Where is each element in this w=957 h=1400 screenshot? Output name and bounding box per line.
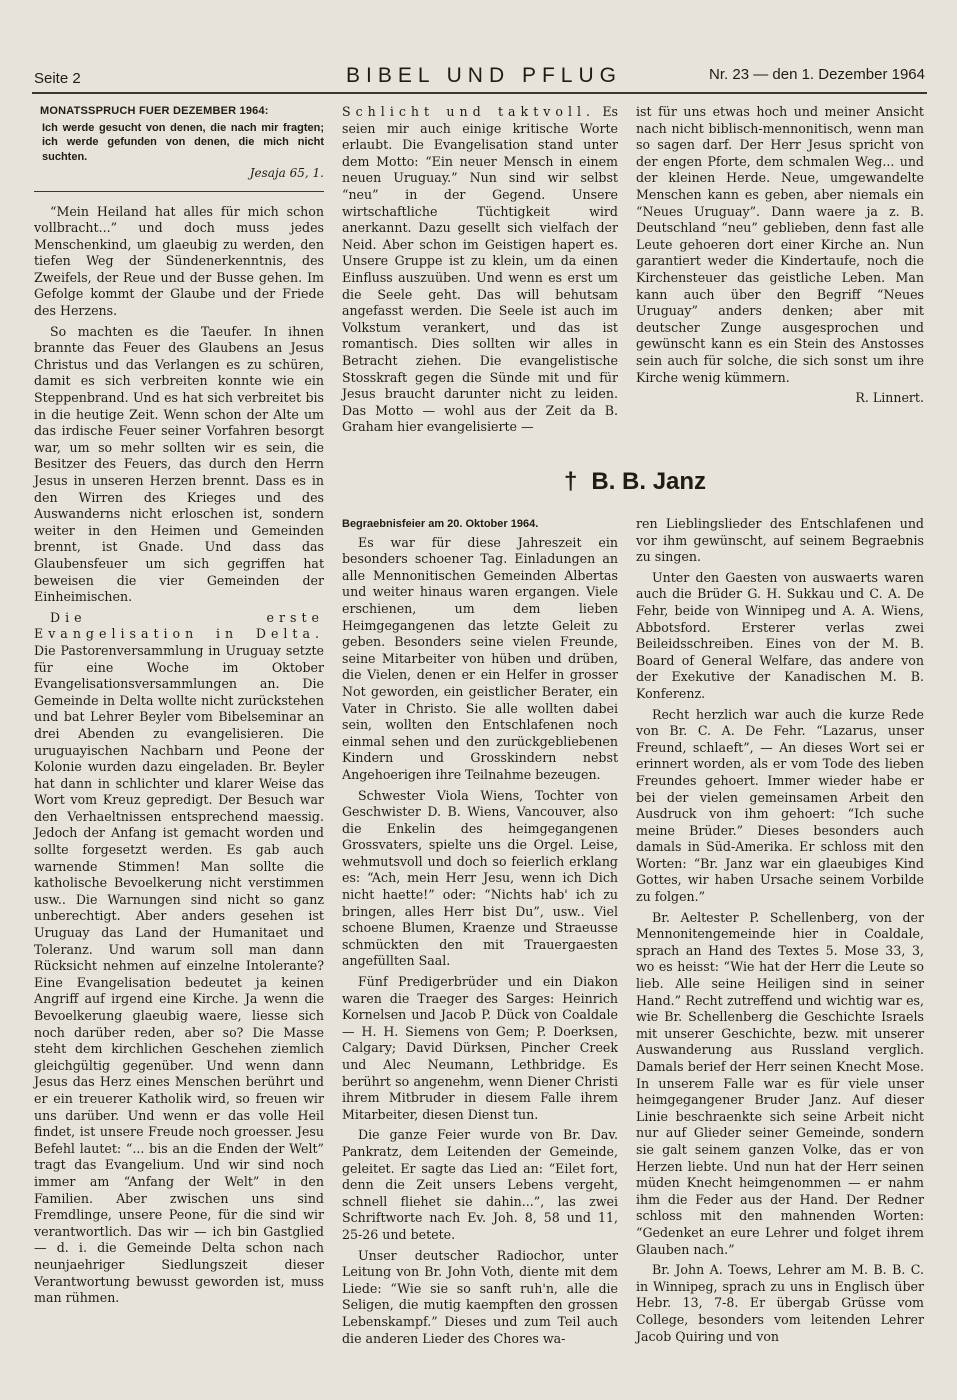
paragraph-lead: Schlicht und taktvoll.: [342, 104, 596, 119]
paragraph: Br. John A. Toews, Lehrer am M. B. B. C. in Winnipeg, sprach zu uns in Englisch über Hebr. 13, 7-8. Er übergab Grüsse vom College, besonders vom leitenden Lehrer Jacob Quiring und von: [636, 1262, 924, 1344]
paragraph: Die ganze Feier wurde von Br. Dav. Pankratz, dem Leitenden der Gemeinde, geleitet. Er sagte das Lied an: “Eilet fort, denn die Zeit unsers Lebens vergeht, schnell fliehet sie dahin...”, las zwei Schriftworte nach Ev. Joh. 8, 58 und 11, 25-26 und betete.: [342, 1127, 618, 1242]
paragraph-lead: Die erste Evangelisation in Delta.: [34, 609, 324, 642]
paragraph: Unter den Gaesten von auswaerts waren auch die Brüder G. H. Sukkau und C. A. De Fehr, beide von Winnipeg und A. A. Wiens, Abbotsford. Ersterer verlas zwei Beileidsschreiben. Eines von der M. B. Board of General Welfare, das andere von der Exekutive der Kanadischen M. B. Konferenz.: [636, 569, 924, 701]
motto-title: MONATSSPRUCH FUER DEZEMBER 1964:: [40, 105, 269, 117]
paragraph-text: Es seien mir auch einige kritische Worte erlaubt. Die Evangelisation stand unter dem Motto: “Ein neuer Mensch in einem neuen Uruguay.” Nun sind wir selbst “neu” in der Gegend. Unsere wirtschaftliche Tüchtigkeit wird anerkannt. Dazu gesellt sich vielfach der Neid. Aber schon im Geistigen hapert es. Unsere Gruppe ist zu klein, um da einen Einfluss auszuüben. Und wenn es erst um die Seele geht. Das will behutsam angefasst werden. Die Seele ist auch im Volkstum verankert, und das ist romantisch. Dies sollten wir alles in Betracht ziehen. Die evangelistische Stosskraft gegen die Sünde mit und für Jesus braucht darunter nicht zu leiden. Das Motto — wohl aus der Zeit da B. Graham hier evangelisierte —: [342, 104, 618, 435]
motto-text: Ich werde gesucht von denen, die nach mir fragten; ich werde gefunden von denen, die mich nicht suchten.: [42, 121, 324, 163]
obituary-heading: [342, 468, 924, 508]
monthly-motto: [34, 104, 324, 181]
obituary-column-3: [636, 516, 924, 1349]
paragraph: Es war für diese Jahreszeit ein besonders schoener Tag. Einladungen an alle Mennonitischen Gemeinden Albertas und weiter hinaus waren ergangen. Viele erschienen, um dem lieben Heimgegangenen das letzte Geleit zu geben. Besonders seine vielen Freunde, seine Mitarbeiter von hüben und drüben, die Vielen, denen er ein Helfer in grosser Not geworden, ein geistlicher Berater, ein Vater in Christo. Sie alle wollten dabei sein, wollten den Entschlafenen noch einmal sehen und den zurückgebliebenen Kindern und Grosskindern nebst Angehoerigen ihre Teilnahme bezeugen.: [342, 534, 618, 782]
obituary-subtitle: Begraebnisfeier am 20. Oktober 1964.: [342, 518, 539, 530]
paragraph: ist für uns etwas hoch und meiner Ansicht nach nicht biblisch-mennonitisch, wenn man so sagen darf. Der Herr Jesus spricht von der engen Pforte, dem schmalen Weg... und der kleinen Herde. Neue, umgewandelte Menschen kann es geben, aber niemals ein “Neues Uruguay”. Dann waere ja z. B. Deutschland “neu” geblieben, denn fast alle Leute gehoeren dort einer Kirche an. Nun garantiert weder die Kindertaufe, noch die Kirchensteuer das geistliche Leben. Man kann auch über den Begriff “Neues Uruguay” anders denken; aber mit deutscher Zunge ausgesprochen und gewünscht kann es ein Stein des Anstosses sein auch für solche, die sich sonst um ihre Kirche wenig kümmern.: [636, 104, 924, 385]
newspaper-title: BIBEL UND PFLUG: [346, 64, 622, 87]
column-2-top: [342, 104, 618, 440]
column-3-top: [636, 104, 924, 407]
issue-date: Nr. 23 — den 1. Dezember 1964: [709, 66, 925, 83]
paragraph: “Mein Heiland hat alles für mich schon vollbracht...” und doch muss jedes Menschenkind, um glaeubig zu werden, den tiefen Weg der Sündenerkenntnis, des Zweifels, der Reue und der Busse gehen. Im Gefolge kommt der Glaube und der Friede des Herzens.: [34, 203, 324, 319]
paragraph: Fünf Predigerbrüder und ein Diakon waren die Traeger des Sarges: Heinrich Kornelsen und Jacob P. Dück von Coaldale — H. H. Siemens von Gem; P. Doerksen, Calgary; David Dürksen, Pincher Creek und Alec Neumann, Lethbridge. Es berührt so angenehm, wenn Diener Christi ihrem Mitbruder in diesem Falle ihrem Mitarbeiter, diesen Dienst tun.: [342, 974, 618, 1122]
obituary-title: [564, 468, 706, 496]
signature: R. Linnert.: [855, 390, 924, 406]
cross-icon: †: [564, 468, 578, 495]
paragraph: Br. Aeltester P. Schellenberg, von der Mennonitengemeinde hier in Coaldale, sprach an Hand des Textes 5. Mose 33, 3, wo es heisst: “Wie hat der Herr die Leute so lieb. Alle seine Heiligen sind in seiner Hand.” Recht zutreffend und wichtig war es, wie Br. Schellenberg die Geschichte Israels mit unserer Geschichte, bezw. mit unserer Auswanderung aus Russland verglich. Damals berief der Herr seinen Knecht Mose. In unserem Falle war es für viele unser heimgegangener Bruder Janz. Auf dieser Linie beschraenkte sich seine Arbeit nicht nur auf Glieder seiner Gemeinde, sondern sie galt seinem ganzen Volke, das er von Herzen liebte. Und nun hat der Herr seinen müden Knecht heimgenommen — er nahm ihm die Feder aus der Hand. Der Redner schloss mit den mahnenden Worten: “Gedenket an eure Lehrer und folget ihrem Glauben nach.”: [636, 909, 924, 1257]
page-number: Seite 2: [34, 70, 81, 87]
paragraph: Unser deutscher Radiochor, unter Leitung von Br. John Voth, diente mit dem Liede: “Wie sie so sanft ruh'n, alle die Seligen, die mutig kaempften den grossen Lebenskampf.” Dieses und zum Teil auch die anderen Lieder des Chores wa-: [342, 1247, 618, 1346]
motto-divider: [34, 191, 324, 192]
paragraph: ren Lieblingslieder des Entschlafenen und vor ihm gewünscht, auf seinem Begraebnis zu singen.: [636, 516, 924, 565]
header-rule: [32, 92, 927, 94]
paragraph: So machten es die Taeufer. In ihnen brannte das Feuer des Glaubens an Jesus Christus und das Verlangen es zu schüren, damit es sich verbreiten konnte wie ein Steppenbrand. Und es hat sich verbreitet bis in die heutige Zeit. Wenn schon der Alte um das irdische Feuer seiner Vorfahren besorgt war, um so mehr sollten wir es sein, die Besitzer des Feuers, das durch den Herrn Jesus in unseren Herzen brennt. Dass es in den Wirren des Krieges und des Auswanderns nicht erloschen ist, sondern weiter in den Heimen und Gemeinden brennt, ist Gnade. Und dass das Glaubensfeuer um sich gegriffen hat beweisen die vier Gemeinden der Einheimischen.: [34, 323, 324, 605]
obituary-column-2: [342, 516, 618, 1351]
obituary-name: B. B. Janz: [591, 468, 707, 495]
paragraph: Recht herzlich war auch die kurze Rede von Br. C. A. De Fehr. “Lazarus, unser Freund, schlaeft”, — An dieses Wort sei er erinnert worden, als er vom Tode des lieben Freundes gehoert. Immer wieder habe er bei der vielen gemeinsamen Arbeit den Ausdruck von ihm gehoert: “Ich suche meine Brüder.” Dieses besonders auch damals in Süd-Amerika. Er schloss mit den Worten: “Br. Janz war ein glaeubiges Kind Gottes, wir haben Ursache seinem Vorbilde zu folgen.”: [636, 706, 924, 905]
paragraph: [34, 610, 324, 1307]
paragraph: Schwester Viola Wiens, Tochter von Geschwister D. B. Wiens, Vancouver, also die Enkelin des heimgegangenen Grossvaters, spielte uns die Orgel. Leise, wehmutsvoll und doch so feierlich erklang es: “Ach, mein Herr Jesu, wenn ich Dich nicht haette!” oder: “Nichts hab' ich zu bringen, alles Herr bist Du”, usw.. Viel schoene Blumen, Kraenze und Straeusse schmückten den mit Trauergaesten angefüllten Saal.: [342, 787, 618, 969]
column-1: [34, 104, 324, 1311]
paragraph-text: Die Pastorenversammlung in Uruguay setzte für eine Woche im Oktober Evangelisationsversammlungen an. Die Gemeinde in Delta wollte nicht zurückstehen und bat Lehrer Beyler vom Bibelseminar an drei Abenden zu evangelisieren. Die uruguayischen Nachbarn und Peone der Kolonie wurden dazu eingeladen. Br. Beyler hat dann in schlichter und klarer Weise das Wort vom Kreuz gepredigt. Der Besuch war den Verhaeltnissen entsprechend maessig. Jedoch der Anfang ist gemacht worden und sollte forgesetzt werden. Es gab auch warnende Stimmen! Man sollte die katholische Bevoelkerung nicht verstimmen usw.. Die Warnungen sind nicht so ganz unberechtigt. Aber anders gesehen ist Uruguay das Land der Humanitaet und Toleranz. Und warum soll man dann Rücksicht nehmen auf einzelne Intolerante? Eine Evangelisation bedeutet ja keinen Angriff auf irgend eine Kirche. Ja wenn die Bevoelkerung glaeubig waere, liesse sich noch darüber reden, aber so? Die Masse steht dem kirchlichen Geschehen ziemlich gleichgültig gegenüber. Und wenn dann Jesus das Herz eines Menschen berührt und er ein treuerer Katholik wird, so freuen wir uns darüber. Und wenn er das volle Heil findet, ist unsere Freude noch groesser. Jesu Befehl lautet: “... bis an die Enden der Welt” tragt das Evangelium. Und wir sind noch immer am “Anfang der Welt” in den Familien. Aber zwischen uns sind Fremdlinge, unsere Peone, für die sind wir verantwortlich. Das wir — ich bin Gastglied — d. i. die Gemeinde Delta schon nach neunjaehriger Siedlungszeit dieser Verantwortung bewusst geworden ist, muss man rühmen.: [34, 642, 324, 1306]
paragraph: [342, 104, 618, 436]
page-header: [34, 62, 925, 92]
motto-reference: Jesaja 65, 1.: [249, 166, 324, 180]
